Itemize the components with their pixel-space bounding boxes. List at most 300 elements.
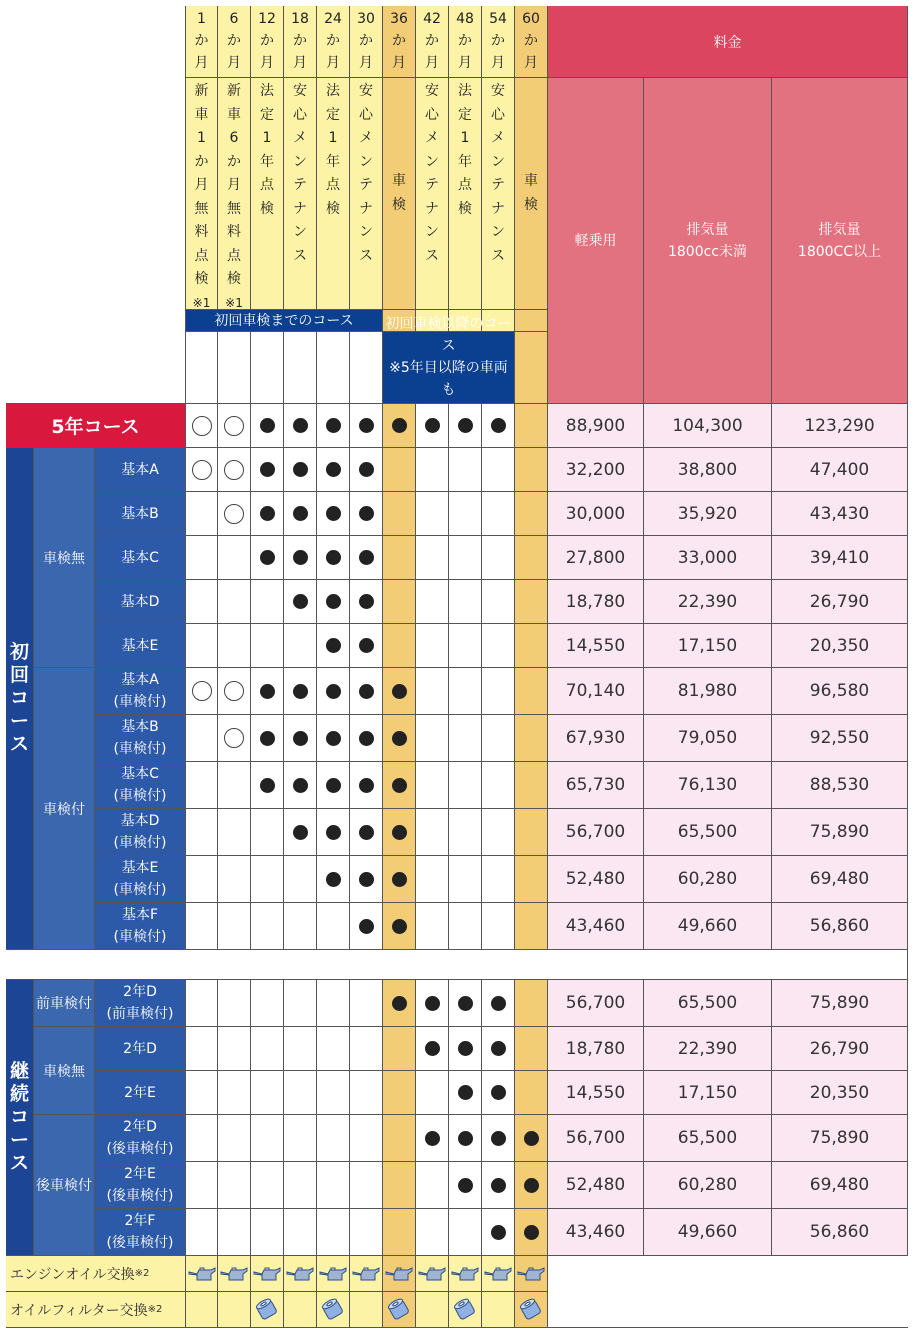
month-unit: 月 (524, 55, 538, 71)
price-cell (772, 903, 908, 950)
filled-dot-icon (359, 550, 374, 565)
mark-cell (515, 448, 548, 492)
oil-can-icon (187, 1266, 217, 1282)
plan-label (95, 809, 186, 856)
mark-cell (186, 404, 218, 448)
mark-cell (350, 1162, 383, 1209)
price-value: 43,430 (809, 503, 870, 524)
mark-cell (350, 668, 383, 715)
filled-dot-icon (458, 1178, 473, 1193)
footnote-mark: ※2 (134, 1268, 150, 1279)
mark-cell (482, 448, 515, 492)
month-unit: 月 (491, 55, 505, 71)
service-mark-cell (186, 1256, 218, 1292)
price-value: 75,890 (809, 822, 870, 842)
mark-cell (350, 762, 383, 809)
price-value: 60,280 (677, 869, 738, 889)
filled-dot-icon (260, 731, 275, 746)
service-name: エンジンオイル交換 (10, 1266, 135, 1283)
mark-cell (416, 856, 449, 903)
course-side-label (6, 980, 34, 1256)
price-cell (644, 1027, 772, 1071)
inspection-char: 法 (326, 83, 340, 99)
mark-cell (218, 1071, 251, 1115)
mark-cell (284, 448, 317, 492)
filled-dot-icon (359, 684, 374, 699)
mark-cell (284, 903, 317, 950)
inspection-char: ナ (293, 200, 307, 217)
inspection-char: 年 (458, 153, 472, 170)
table-grid (6, 6, 908, 1331)
mark-cell (449, 1027, 482, 1071)
inspection-char: ス (359, 247, 373, 264)
price-cell (644, 980, 772, 1027)
mark-cell (449, 856, 482, 903)
filled-dot-icon (458, 1131, 473, 1146)
inspection-char: 1 (460, 130, 470, 146)
filled-dot-icon (359, 919, 374, 934)
mark-cell (383, 1027, 416, 1071)
mark-cell (449, 1162, 482, 1209)
price-cell (772, 536, 908, 580)
inspection-char: メ (491, 130, 505, 146)
filled-dot-icon (293, 462, 308, 477)
price-value: 75,890 (809, 1128, 870, 1148)
plan-label (95, 903, 186, 950)
oil-can-icon (219, 1266, 249, 1282)
mark-cell (383, 856, 416, 903)
price-cell (548, 1115, 644, 1162)
plan-subname: (車検付) (113, 835, 167, 851)
filled-dot-icon (293, 825, 308, 840)
inspection-char: 1 (262, 130, 272, 146)
month-unit: 月 (392, 55, 406, 71)
plan-label (95, 536, 186, 580)
mark-cell (218, 1027, 251, 1071)
month-unit: か (260, 33, 274, 49)
mark-cell (218, 404, 251, 448)
plan-label (95, 580, 186, 624)
mark-cell (482, 492, 515, 536)
mark-cell (186, 1209, 218, 1256)
price-value: 49,660 (677, 916, 738, 936)
price-cell (644, 903, 772, 950)
service-label (6, 1292, 186, 1328)
inspection-char: 検 (194, 271, 209, 287)
mark-cell (317, 404, 350, 448)
price-cell (772, 762, 908, 809)
mark-cell (186, 1071, 218, 1115)
band-label: 初回車検までのコース (214, 312, 354, 329)
mark-cell (449, 668, 482, 715)
mark-cell (251, 809, 284, 856)
mark-cell (186, 809, 218, 856)
filled-dot-icon (359, 638, 374, 653)
inspection-type (350, 78, 383, 310)
mark-cell (186, 1027, 218, 1071)
oil-can-icon (318, 1266, 348, 1282)
band-note: ※5年目以降の車両も (389, 359, 508, 398)
price-value: 81,980 (677, 681, 738, 701)
plan-label (95, 1071, 186, 1115)
month-number: 6 (229, 11, 239, 27)
filled-dot-icon (359, 506, 374, 521)
mark-cell (284, 492, 317, 536)
first-course-band (186, 310, 383, 332)
mark-cell (186, 1115, 218, 1162)
inspection-char: 無 (227, 200, 241, 217)
filled-dot-icon (260, 506, 275, 521)
mark-cell (284, 404, 317, 448)
plan-name: 2年D (123, 1040, 157, 1057)
mark-cell (251, 492, 284, 536)
filled-dot-icon (359, 462, 374, 477)
filled-dot-icon (326, 418, 341, 433)
mark-cell (449, 536, 482, 580)
blank-cell (284, 332, 317, 404)
inspection-char: 定 (458, 106, 472, 123)
filled-dot-icon (293, 731, 308, 746)
course-group-label (34, 1115, 95, 1256)
inspection-char: メ (293, 130, 307, 146)
mark-cell (350, 1209, 383, 1256)
price-value: 67,930 (565, 728, 626, 748)
price-cell (772, 624, 908, 668)
inspection-char: 定 (260, 106, 274, 123)
month-header (383, 6, 416, 78)
filled-dot-icon (359, 731, 374, 746)
price-value: 56,700 (565, 1128, 626, 1148)
service-mark-cell (350, 1292, 383, 1328)
filled-dot-icon (326, 594, 341, 609)
inspection-char: ス (491, 247, 505, 264)
inspection-type (416, 78, 449, 310)
plan-subname: (後車検付) (106, 1141, 174, 1157)
mark-cell (218, 492, 251, 536)
price-cell (548, 624, 644, 668)
mark-cell (251, 536, 284, 580)
filled-dot-icon (326, 506, 341, 521)
price-value: 69,480 (809, 1175, 870, 1195)
price-cell (772, 980, 908, 1027)
month-unit: か (227, 33, 241, 49)
price-value: 33,000 (677, 547, 738, 568)
mark-cell (350, 492, 383, 536)
group-label: 車検無 (43, 550, 85, 567)
inspection-char: 安 (425, 83, 439, 99)
course-char: 回 (9, 664, 29, 686)
inspection-type (251, 78, 284, 310)
course-label: 5年コース (51, 416, 140, 438)
mark-cell (251, 1071, 284, 1115)
plan-label (95, 1027, 186, 1071)
price-value: 56,700 (565, 822, 626, 842)
mark-cell (284, 762, 317, 809)
mark-cell (416, 809, 449, 856)
mark-cell (383, 492, 416, 536)
mark-cell (449, 492, 482, 536)
inspection-char: 月 (227, 177, 241, 193)
mark-cell (383, 448, 416, 492)
fee-column-header (772, 78, 908, 404)
course-group-label (34, 1027, 95, 1115)
filled-dot-icon (392, 418, 407, 433)
inspection-char: 安 (491, 83, 505, 99)
month-unit: 月 (458, 55, 472, 71)
month-number: 12 (258, 11, 276, 27)
mark-cell (186, 580, 218, 624)
mark-cell (284, 1209, 317, 1256)
inspection-char: 点 (227, 247, 241, 264)
fee-col-line1: 排気量 (818, 221, 861, 238)
price-cell (548, 536, 644, 580)
mark-cell (251, 580, 284, 624)
oil-can-icon (285, 1266, 315, 1282)
price-value: 18,780 (565, 1038, 626, 1059)
inspection-char: 年 (326, 153, 340, 170)
price-value: 65,500 (677, 993, 738, 1013)
course-char: 初 (9, 641, 29, 663)
mark-cell (284, 809, 317, 856)
mark-cell (482, 1115, 515, 1162)
plan-label (95, 856, 186, 903)
mark-cell (383, 668, 416, 715)
price-value: 27,800 (565, 547, 626, 568)
inspection-char: 心 (293, 106, 307, 123)
mark-cell (416, 1071, 449, 1115)
price-cell (772, 404, 908, 448)
price-cell (644, 1162, 772, 1209)
mark-cell (482, 1027, 515, 1071)
inspection-char: 点 (326, 177, 340, 193)
price-cell (644, 1115, 772, 1162)
mark-cell (251, 1162, 284, 1209)
filled-dot-icon (293, 506, 308, 521)
open-circle-icon (192, 416, 212, 436)
inspection-char: テ (359, 177, 373, 193)
month-header (218, 6, 251, 78)
mark-cell (218, 715, 251, 762)
filled-dot-icon (392, 825, 407, 840)
mark-cell (218, 980, 251, 1027)
fee-col-line1: 軽乗用 (574, 232, 617, 249)
inspection-char: 心 (491, 106, 505, 123)
month-unit: か (458, 33, 472, 49)
mark-cell (350, 1115, 383, 1162)
group-label: 前車検付 (36, 996, 92, 1012)
inspection-char: 検 (458, 200, 472, 217)
service-mark-cell (515, 1292, 548, 1328)
plan-subname: (車検付) (113, 741, 167, 757)
price-value: 43,460 (565, 1222, 626, 1242)
mark-cell (416, 1209, 449, 1256)
band-spacer (515, 310, 548, 332)
filled-dot-icon (392, 684, 407, 699)
price-cell (644, 762, 772, 809)
mark-cell (251, 1209, 284, 1256)
price-cell (772, 1115, 908, 1162)
mark-cell (482, 856, 515, 903)
mark-cell (218, 580, 251, 624)
oil-can-icon (384, 1266, 414, 1282)
mark-cell (515, 980, 548, 1027)
filled-dot-icon (425, 1041, 440, 1056)
filled-dot-icon (458, 418, 473, 433)
mark-cell (350, 1027, 383, 1071)
filled-dot-icon (293, 418, 308, 433)
inspection-char: ン (293, 224, 307, 240)
filled-dot-icon (491, 1041, 506, 1056)
mark-cell (416, 624, 449, 668)
month-number: 24 (324, 11, 342, 27)
mark-cell (317, 809, 350, 856)
mark-cell (251, 715, 284, 762)
filled-dot-icon (491, 418, 506, 433)
mark-cell (251, 1115, 284, 1162)
inspection-char: テ (491, 177, 505, 193)
price-value: 52,480 (565, 1175, 626, 1195)
mark-cell (449, 580, 482, 624)
inspection-char: 1 (197, 130, 206, 146)
mark-cell (416, 762, 449, 809)
service-mark-cell (350, 1256, 383, 1292)
month-header (350, 6, 383, 78)
after-course-band (383, 315, 515, 404)
mark-cell (449, 715, 482, 762)
mark-cell (449, 980, 482, 1027)
price-cell (772, 856, 908, 903)
month-number: 54 (489, 11, 507, 27)
inspection-char: 6 (229, 130, 239, 146)
mark-cell (515, 580, 548, 624)
inspection-char: ナ (425, 200, 439, 217)
price-value: 88,530 (809, 775, 870, 795)
course-group-label (34, 668, 95, 950)
filled-dot-icon (458, 1041, 473, 1056)
mark-cell (350, 624, 383, 668)
group-label: 車検付 (43, 801, 85, 818)
mark-cell (317, 980, 350, 1027)
price-value: 52,480 (565, 869, 626, 889)
price-value: 65,730 (565, 775, 626, 795)
filled-dot-icon (293, 778, 308, 793)
mark-cell (416, 448, 449, 492)
mark-cell (317, 1027, 350, 1071)
price-cell (548, 1209, 644, 1256)
mark-cell (416, 1027, 449, 1071)
price-value: 123,290 (804, 415, 875, 436)
month-number: 1 (197, 11, 206, 27)
filled-dot-icon (491, 1131, 506, 1146)
inspection-char: 定 (326, 106, 340, 123)
mark-cell (251, 980, 284, 1027)
mark-cell (449, 762, 482, 809)
plan-name: 基本A (121, 461, 159, 478)
price-value: 60,280 (677, 1175, 738, 1195)
month-header (482, 6, 515, 78)
price-value: 70,140 (565, 681, 626, 701)
plan-name: 2年D (123, 984, 157, 1000)
footnote-mark: ※2 (147, 1304, 163, 1315)
plan-name: 基本E (121, 637, 159, 654)
inspection-char: 無 (194, 200, 209, 217)
inspection-char: 月 (194, 177, 209, 193)
month-unit: か (491, 33, 505, 49)
mark-cell (383, 580, 416, 624)
mark-cell (515, 1071, 548, 1115)
service-mark-cell (317, 1256, 350, 1292)
mark-cell (317, 580, 350, 624)
inspection-char: 1 (328, 130, 338, 146)
mark-cell (284, 980, 317, 1027)
plan-name: 基本D (120, 593, 160, 610)
mark-cell (416, 1115, 449, 1162)
price-value: 14,550 (565, 635, 626, 656)
mark-cell (350, 980, 383, 1027)
price-cell (548, 903, 644, 950)
mark-cell (350, 903, 383, 950)
plan-subname: (車検付) (113, 694, 167, 710)
inspection-char: ナ (491, 200, 505, 217)
price-cell (548, 668, 644, 715)
open-circle-icon (224, 460, 244, 480)
course-char: コ (9, 687, 29, 709)
plan-name: 基本F (121, 907, 159, 923)
service-mark-cell (284, 1292, 317, 1328)
mark-cell (383, 536, 416, 580)
mark-cell (284, 856, 317, 903)
oil-can-icon (252, 1266, 282, 1282)
price-cell (772, 1071, 908, 1115)
price-cell (772, 809, 908, 856)
price-cell (644, 448, 772, 492)
mark-cell (317, 492, 350, 536)
service-mark-cell (449, 1256, 482, 1292)
price-value: 38,800 (677, 459, 738, 480)
month-number: 36 (390, 11, 408, 27)
plan-label (95, 762, 186, 809)
course-char: 継 (9, 1060, 29, 1082)
mark-cell (482, 668, 515, 715)
price-cell (548, 856, 644, 903)
mark-cell (186, 1162, 218, 1209)
blank-cell (186, 332, 218, 404)
price-cell (548, 492, 644, 536)
course-char: ー (9, 1129, 29, 1151)
service-mark-cell (449, 1292, 482, 1328)
filled-dot-icon (359, 594, 374, 609)
month-number: 30 (357, 11, 375, 27)
price-cell (772, 1027, 908, 1071)
plan-label (95, 448, 186, 492)
plan-subname: (後車検付) (106, 1235, 174, 1251)
fee-header (548, 6, 908, 78)
mark-cell (218, 809, 251, 856)
mark-cell (515, 1162, 548, 1209)
service-pack-price-table (6, 6, 908, 1331)
filled-dot-icon (326, 731, 341, 746)
mark-cell (449, 1115, 482, 1162)
mark-cell (416, 536, 449, 580)
mark-cell (317, 624, 350, 668)
header-blank (6, 6, 186, 404)
month-unit: 月 (425, 55, 439, 71)
inspection-char: 検 (326, 200, 340, 217)
mark-cell (251, 448, 284, 492)
mark-cell (218, 1209, 251, 1256)
mark-cell (284, 536, 317, 580)
mark-cell (350, 536, 383, 580)
